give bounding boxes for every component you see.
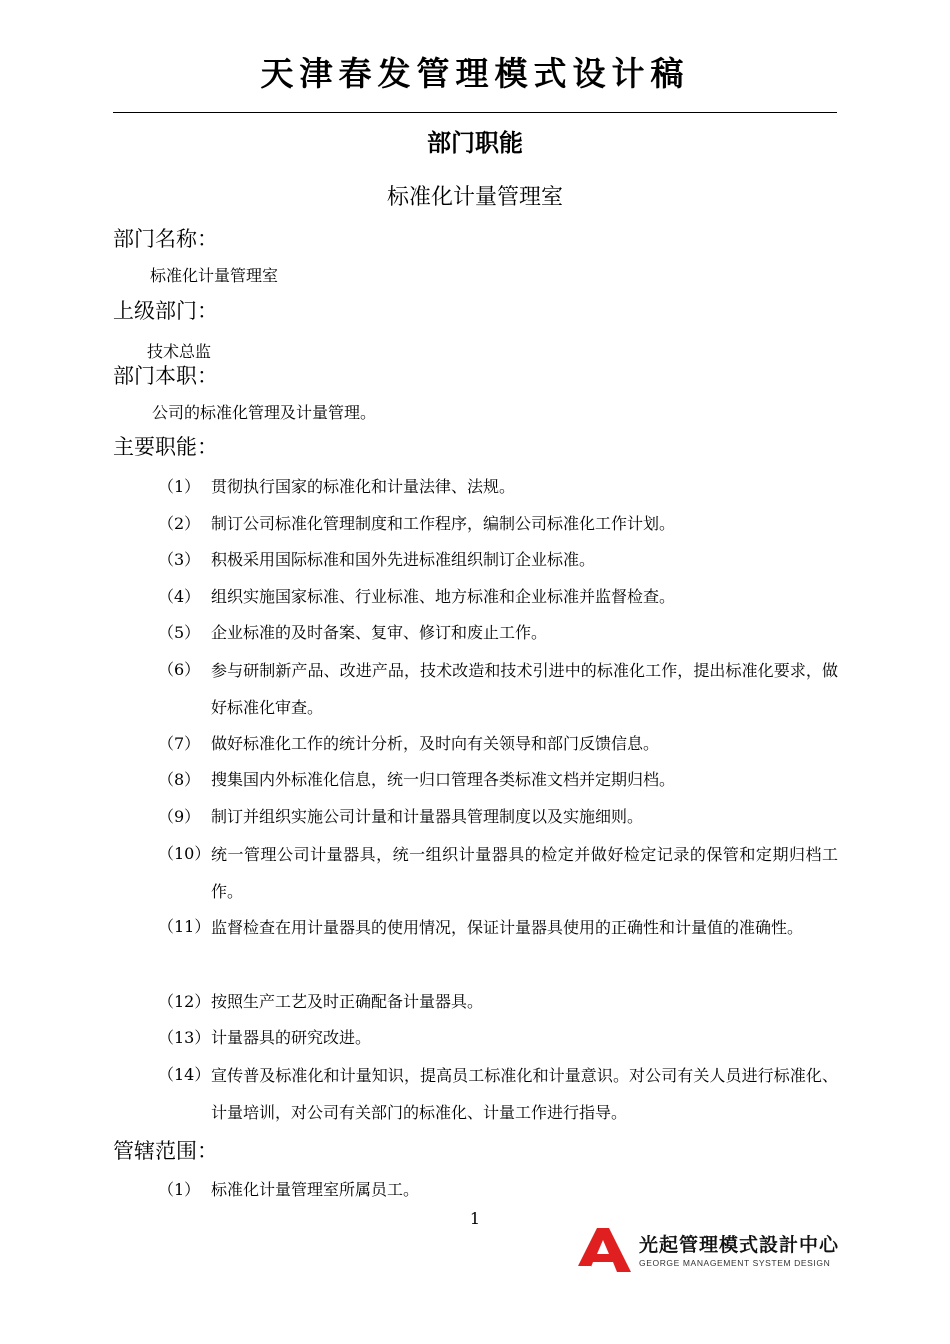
function-item-text: 组织实施国家标准、行业标准、地方标准和企业标准并监督检查。: [211, 587, 676, 606]
function-item-number: （13）: [158, 1028, 211, 1047]
function-item: [158, 1063, 838, 1131]
function-item: [158, 548, 838, 572]
function-item-text: 企业标准的及时备案、复审、修订和废止工作。: [211, 623, 548, 642]
function-item-text: 宣传普及标准化和计量知识，提高员工标准化和计量意识。对公司有关人员进行标准化、计量培训，对公司有关部门的标准化、计量工作进行指导。: [211, 1066, 838, 1122]
function-item-text: 贯彻执行国家的标准化和计量法律、法规。: [211, 477, 516, 496]
function-item: [158, 915, 838, 946]
section-title-dept-name: 部门名称：: [113, 227, 218, 251]
logo-name: 光起管理模式設計中心: [639, 1234, 840, 1256]
function-item-text: 搜集国内外标准化信息，统一归口管理各类标准文档并定期归档。: [211, 770, 676, 789]
function-item: [158, 1026, 838, 1050]
document-header-title: 天津春发管理模式设计稿: [260, 54, 690, 93]
scope-item-number: （1）: [158, 1180, 201, 1199]
department-title: 标准化计量管理室: [386, 185, 563, 210]
function-item-text: 监督检查在用计量器具的使用情况，保证计量器具使用的正确性和计量值的准确性。: [211, 918, 804, 937]
function-item-number: （2）: [158, 514, 201, 533]
function-item-number: （14）: [158, 1065, 211, 1084]
function-item-text: 按照生产工艺及时正确配备计量器具。: [211, 992, 484, 1011]
function-item-number: （7）: [158, 734, 201, 753]
function-item-number: （9）: [158, 807, 201, 826]
function-item: [158, 512, 838, 536]
function-item: [158, 842, 838, 910]
section-title-superior: 上级部门：: [113, 299, 218, 323]
function-item-number: （10）: [158, 844, 211, 863]
scope-item: [158, 1178, 838, 1202]
function-item-text: 计量器具的研究改进。: [211, 1028, 372, 1047]
function-item-text: 积极采用国际标准和国外先进标准组织制订企业标准。: [211, 550, 596, 569]
function-item-number: （11）: [158, 917, 211, 936]
scope-item-text: 标准化计量管理室所属员工。: [211, 1180, 420, 1199]
superior-value: 技术总监: [147, 342, 212, 361]
function-item: [158, 621, 838, 645]
section-title-scope: 管辖范围：: [113, 1139, 218, 1163]
function-item: [158, 805, 838, 829]
function-item: [158, 768, 838, 792]
company-logo: [573, 1228, 843, 1274]
function-item-number: （8）: [158, 770, 201, 789]
function-item-number: （1）: [158, 477, 201, 496]
document-heading: 部门职能: [427, 129, 523, 157]
function-item: [158, 732, 838, 756]
function-item-number: （4）: [158, 587, 201, 606]
function-item-text: 制订并组织实施公司计量和计量器具管理制度以及实施细则。: [211, 807, 644, 826]
header-divider: [113, 112, 837, 113]
function-item-text: 做好标准化工作的统计分析，及时向有关领导和部门反馈信息。: [211, 734, 660, 753]
function-item-text: 统一管理公司计量器具，统一组织计量器具的检定并做好检定记录的保管和定期归档工作。: [211, 845, 838, 901]
dept-name-value: 标准化计量管理室: [150, 266, 279, 285]
page-number: 1: [469, 1209, 481, 1228]
duty-value: 公司的标准化管理及计量管理。: [152, 403, 377, 422]
function-item: [158, 658, 838, 726]
function-item-number: （3）: [158, 550, 201, 569]
function-item-number: （12）: [158, 992, 211, 1011]
function-item: [158, 585, 838, 609]
function-item-text: 参与研制新产品、改进产品，技术改造和技术引进中的标准化工作，提出标准化要求，做好标准化审查。: [211, 661, 838, 717]
logo-subtitle: GEORGE MANAGEMENT SYSTEM DESIGN: [639, 1258, 831, 1268]
section-title-duty: 部门本职：: [113, 364, 218, 388]
logo-a-mark-icon: [573, 1228, 633, 1272]
function-item-text: 制订公司标准化管理制度和工作程序，编制公司标准化工作计划。: [211, 514, 676, 533]
function-item-number: （5）: [158, 623, 201, 642]
function-item: [158, 990, 838, 1014]
function-item: [158, 475, 838, 499]
function-item-number: （6）: [158, 660, 201, 679]
section-title-functions: 主要职能：: [113, 435, 218, 459]
